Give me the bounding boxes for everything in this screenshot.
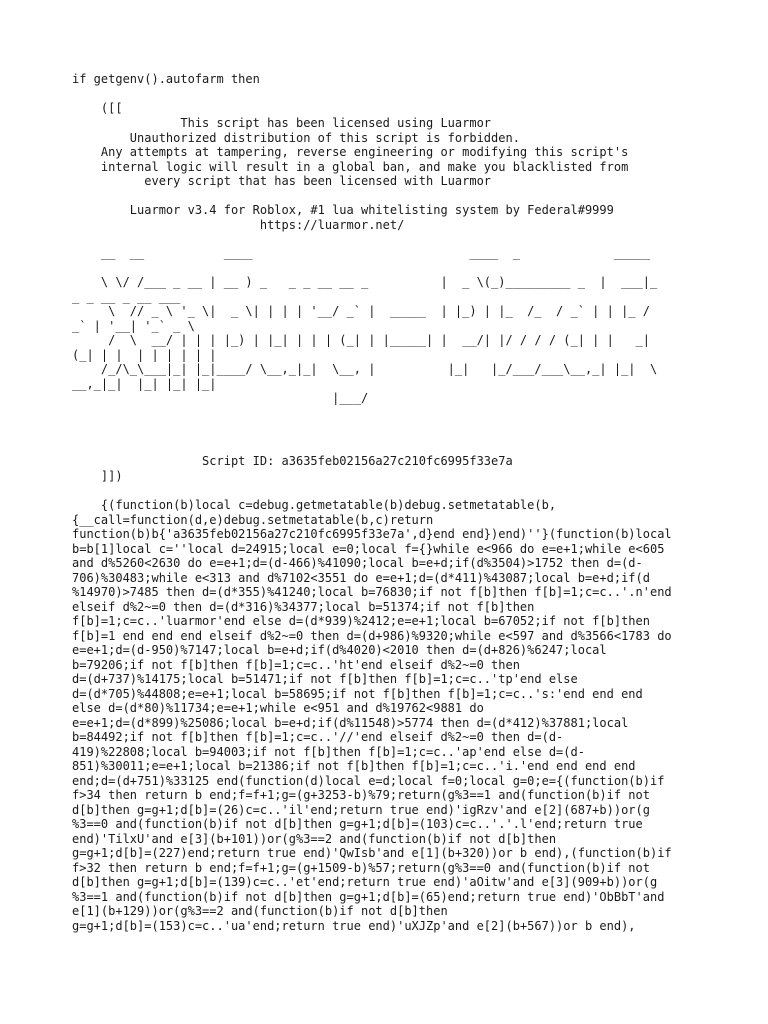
condition-line: if getgenv().autofarm then [72, 72, 260, 86]
script-id-line: Script ID: a3635feb02156a27c210fc6995f33e7a [72, 454, 513, 468]
close-bracket-line: ]]) [72, 469, 123, 483]
open-bracket-line: ([[ [72, 101, 123, 115]
obfuscated-code-block: {(function(b)local c=debug.getmetatable(b)debug.setmetatable(b, {__call=function(d,e)debug.setmetatable(b,c)return function(b)b{'a3635feb02156a27c210fc6995f33e7a',d}end end})end)''}(function(b)local b=b[1]local c=''local d=24915;local e=0;local f={}while e<966 do e=e+1;while e<605 and d%5260<2630 do e=e+1;d=(d-466)%41090;local b=e+d;if(d%3504)>1752 then d=(d- 706)%30483;while e<313 and d%7102<3551 do e=e+1;d=(d*411)%43087;local b=e+d;if(d %14970)>7485 then d=(d*355)%41240;local b=76830;if not f[b]then f[b]=1;c=c..'.n'end elseif d%2~=0 then d=(d*316)%34377;local b=51374;if not f[b]then f[b]=1;c=c..'luarmor'end else d=(d*939)%2412;e=e+1;local b=67052;if not f[b]then f[b]=1 end end end elseif d%2~=0 then d=(d+986)%9320;while e<597 and d%3566<1783 do e=e+1;d=(d-950)%7147;local b=e+d;if(d%4020)<2010 then d=(d+826)%6247;local b=79206;if not f[b]then f[b]=1;c=c..'ht'end elseif d%2~=0 then d=(d+737)%14175;local b=51471;if not f[b]then f[b]=1;c=c..'tp'end else d=(d*705)%44808;e=e+1;local b=58695;if not f[b]then f[b]=1;c=c..'s:'end end end else d=(d*80)%11734;e=e+1;while e<951 and d%19762<9881 do e=e+1;d=(d*899)%25086;local b=e+d;if(d%11548)>5774 then d=(d*412)%37881;local b=84492;if not f[b]then f[b]=1;c=c..'//'end elseif d%2~=0 then d=(d- 419)%22808;local b=94003;if not f[b]then f[b]=1;c=c..'ap'end else d=(d- 851)%30011;e=e+1;local b=21386;if not f[b]then f[b]=1;c=c..'i.'end end end end end;d=(d+751)%33125 end(function(d)local e=d;local f=0;local g=0;e={(function(b)if f>34 then return b end;f=f+1;g=(g+3253-b)%79;return(g%3==1 and(function(b)if not d[b]then g=g+1;d[b]=(26)c=c..'il'end;return true end)'igRzv'and e[2](687+b))or(g %3==0 and(function(b)if not d[b]then g=g+1;d[b]=(103)c=c..'.'.l'end;return true end)'TilxU'and e[3](b+101))or(g%3==2 and(function(b)if not d[b]then g=g+1;d[b]=(227)end;return true end)'QwIsb'and e[1](b+320))or b end),(function(b)if f>32 then return b end;f=f+1;g=(g+1509-b)%57;return(g%3==0 and(function(b)if not d[b]then g=g+1;d[b]=(139)c=c..'et'end;return true end)'aOitw'and e[3](909+b))or(g %3==1 and(function(b)if not d[b]then g=g+1;d[b]=(65)end;return true end)'ObBbT'and e[1](b+129))or(g%3==2 and(function(b)if not d[b]then g=g+1;d[b]=(153)c=c..'ua'end;return true end)'uXJZp'and e[2](b+567))or b end), [72, 498, 672, 933]
ascii-banner: __ __ ____ ____ _ _____ \ \/ /___ _ __ | __ ) _ _ _ __ __ _ | _ \(_)_________ _ | ___|_ _ _ __ _ __ ___ \ // _ \ '_ \| _ \| | | | '__/ _` | _____ | |_) | |_ /_ / _` | | |_ / _` | '__| '_` _ \ / \ __/ | | | |_) | |_| | | | (_| | |_____| | __/| |/ / / / (_| | | _| (_| | | | | | | | | /_/\_\___|_| |_|____/ \__,_|_| \__, | |_| |_/___/___\__,_| |_| \ __,_|_| |_| |_| |_| |___/ [72, 246, 658, 405]
license-notice: This script has been licensed using Luarmor Unauthorized distribution of this script is forbidden. Any attempts at tampering, reverse engineering or modifying this script's internal logic will result in a global ban, and make you blacklisted from every script that has been licensed with Luarmor Luarmor v3.4 for Roblox, #1 lua whitelisting system by Federal#9999 https://luarmor.net/ [100, 116, 629, 232]
